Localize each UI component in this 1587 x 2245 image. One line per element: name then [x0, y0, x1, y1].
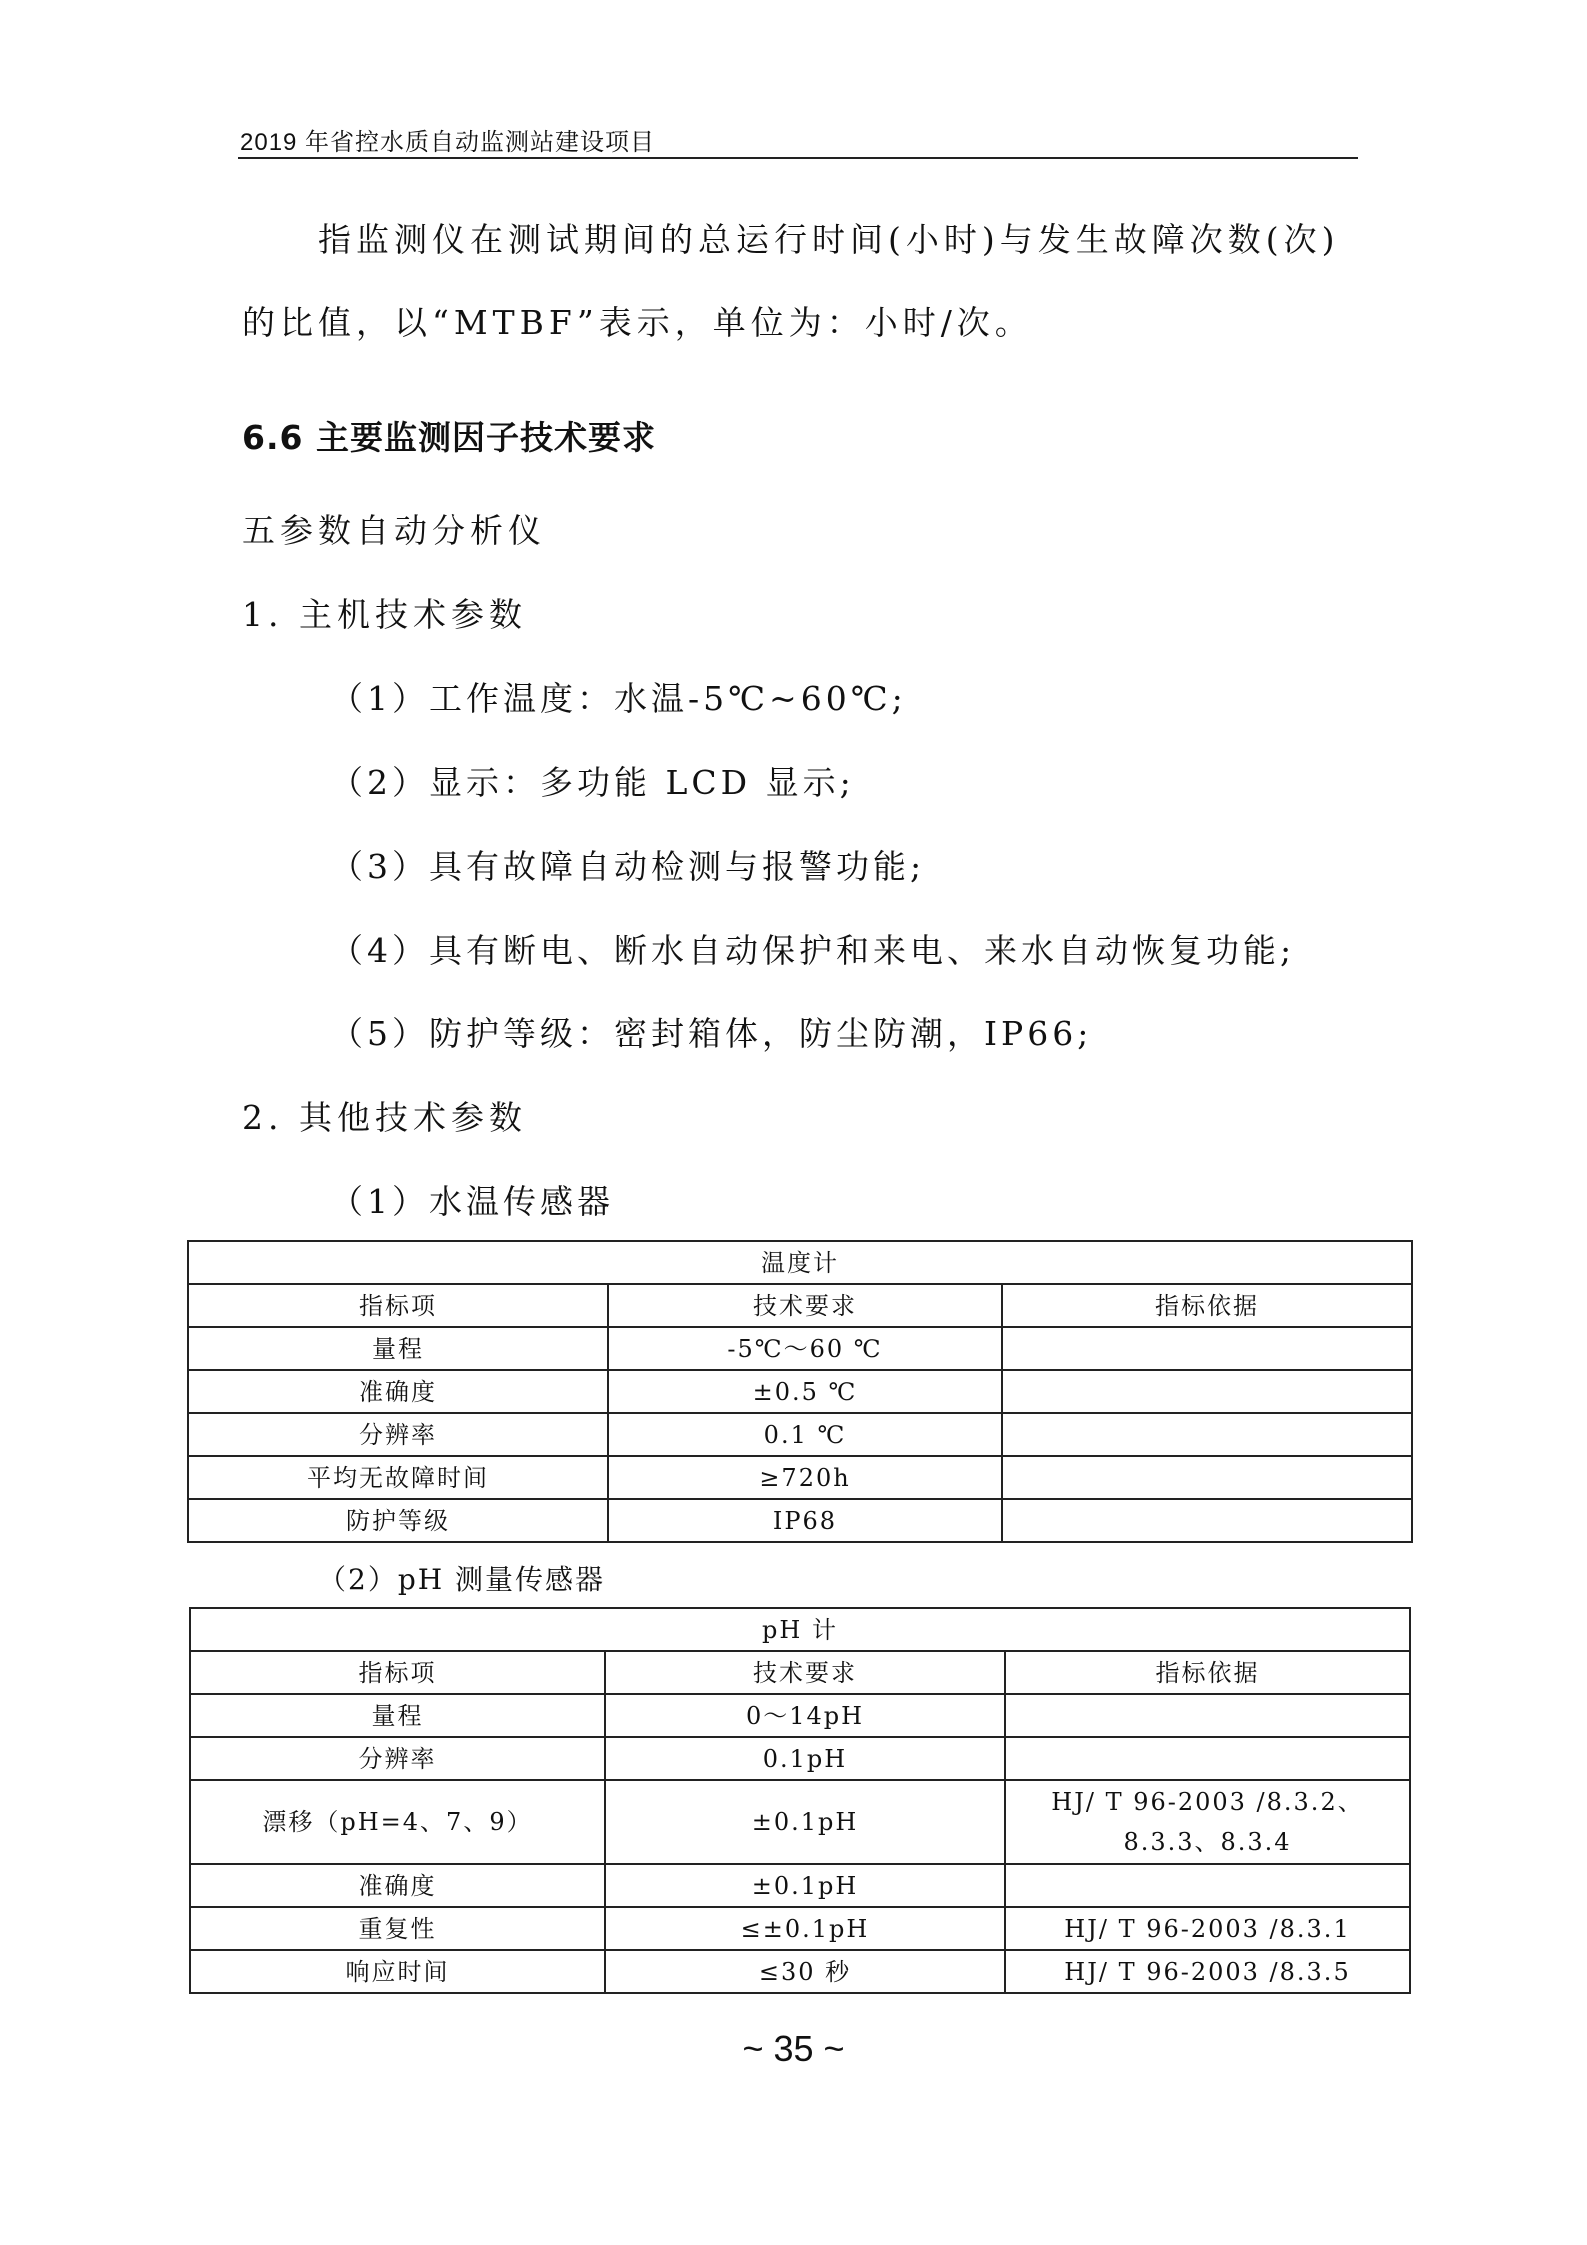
column-header: 指标项: [188, 1284, 608, 1327]
table-cell: [1005, 1694, 1410, 1737]
table-row: [190, 1864, 1410, 1907]
column-header: 技术要求: [605, 1651, 1005, 1694]
table-cell: 分辨率: [188, 1413, 608, 1456]
table-row: [190, 1907, 1410, 1950]
table-cell: 量程: [190, 1694, 605, 1737]
table-cell: ≥720h: [608, 1456, 1002, 1499]
table-title: pH 计: [190, 1608, 1410, 1651]
table-cell: [1002, 1413, 1412, 1456]
table-cell: [1002, 1456, 1412, 1499]
table-cell: 量程: [188, 1327, 608, 1370]
table-cell: 0.1 ℃: [608, 1413, 1002, 1456]
table-row: [188, 1370, 1412, 1413]
host-param-item-2: （2）显示：多功能 LCD 显示;: [330, 763, 855, 802]
table-cell: ±0.5 ℃: [608, 1370, 1002, 1413]
table-cell: 响应时间: [190, 1950, 605, 1993]
section-heading: 6.6 主要监测因子技术要求: [242, 418, 656, 457]
table-cell: IP68: [608, 1499, 1002, 1542]
document-header-title: 2019 年省控水质自动监测站建设项目: [240, 129, 656, 156]
table-row: [190, 1737, 1410, 1780]
table-cell: HJ/ T 96-2003 /8.3.2、8.3.3、8.3.4: [1005, 1780, 1410, 1864]
table-header-row: [188, 1284, 1412, 1327]
table-cell: 平均无故障时间: [188, 1456, 608, 1499]
column-header: 指标依据: [1005, 1651, 1410, 1694]
host-param-item-5: （5）防护等级：密封箱体，防尘防潮，IP66;: [330, 1014, 1093, 1053]
intro-line-1: 指监测仪在测试期间的总运行时间(小时)与发生故障次数(次): [318, 220, 1340, 259]
intro-line-2: 的比值，以“MTBF”表示，单位为：小时/次。: [242, 303, 1033, 342]
table-row: [190, 1694, 1410, 1737]
table-cell: ≤30 秒: [605, 1950, 1005, 1993]
column-header: 指标依据: [1002, 1284, 1412, 1327]
column-header: 技术要求: [608, 1284, 1002, 1327]
table-cell: 分辨率: [190, 1737, 605, 1780]
analyzer-title: 五参数自动分析仪: [242, 511, 546, 550]
table-cell: 0.1pH: [605, 1737, 1005, 1780]
page-number: ~ 35 ~: [742, 2028, 845, 2069]
table-cell: [1002, 1327, 1412, 1370]
host-param-item-3: （3）具有故障自动检测与报警功能;: [330, 847, 926, 886]
table-row: [188, 1327, 1412, 1370]
table-cell: [1005, 1864, 1410, 1907]
other-params-heading: 2. 其他技术参数: [242, 1098, 527, 1137]
table-cell: ±0.1pH: [605, 1864, 1005, 1907]
table-cell: 重复性: [190, 1907, 605, 1950]
table-cell: 漂移（pH=4、7、9）: [190, 1780, 605, 1864]
table-cell: ≤±0.1pH: [605, 1907, 1005, 1950]
table-cell: [1002, 1499, 1412, 1542]
host-param-item-1: （1）工作温度：水温-5℃~60℃;: [330, 679, 907, 718]
table-title: 温度计: [188, 1241, 1412, 1284]
temp-sensor-caption: （1）水温传感器: [330, 1182, 614, 1221]
table-cell: 0～14pH: [605, 1694, 1005, 1737]
column-header: 指标项: [190, 1651, 605, 1694]
table-row: [188, 1499, 1412, 1542]
table-title-row: [190, 1608, 1410, 1651]
header-divider: [238, 157, 1358, 159]
table-cell: 准确度: [190, 1864, 605, 1907]
ph-sensor-caption: （2）pH 测量传感器: [318, 1563, 606, 1596]
host-params-heading: 1. 主机技术参数: [242, 595, 527, 634]
table-header-row: [190, 1651, 1410, 1694]
table-cell: HJ/ T 96-2003 /8.3.5: [1005, 1950, 1410, 1993]
temperature-spec-table: [187, 1240, 1413, 1543]
table-row: [190, 1950, 1410, 1993]
table-row: [188, 1413, 1412, 1456]
table-cell: [1002, 1370, 1412, 1413]
table-cell: 准确度: [188, 1370, 608, 1413]
ph-spec-table: [189, 1607, 1411, 1994]
table-cell: HJ/ T 96-2003 /8.3.1: [1005, 1907, 1410, 1950]
table-cell: ±0.1pH: [605, 1780, 1005, 1864]
table-cell: [1005, 1737, 1410, 1780]
table-row: [188, 1456, 1412, 1499]
table-cell: -5℃～60 ℃: [608, 1327, 1002, 1370]
table-row: [190, 1780, 1410, 1864]
table-title-row: [188, 1241, 1412, 1284]
table-cell: 防护等级: [188, 1499, 608, 1542]
host-param-item-4: （4）具有断电、断水自动保护和来电、来水自动恢复功能;: [330, 931, 1296, 970]
